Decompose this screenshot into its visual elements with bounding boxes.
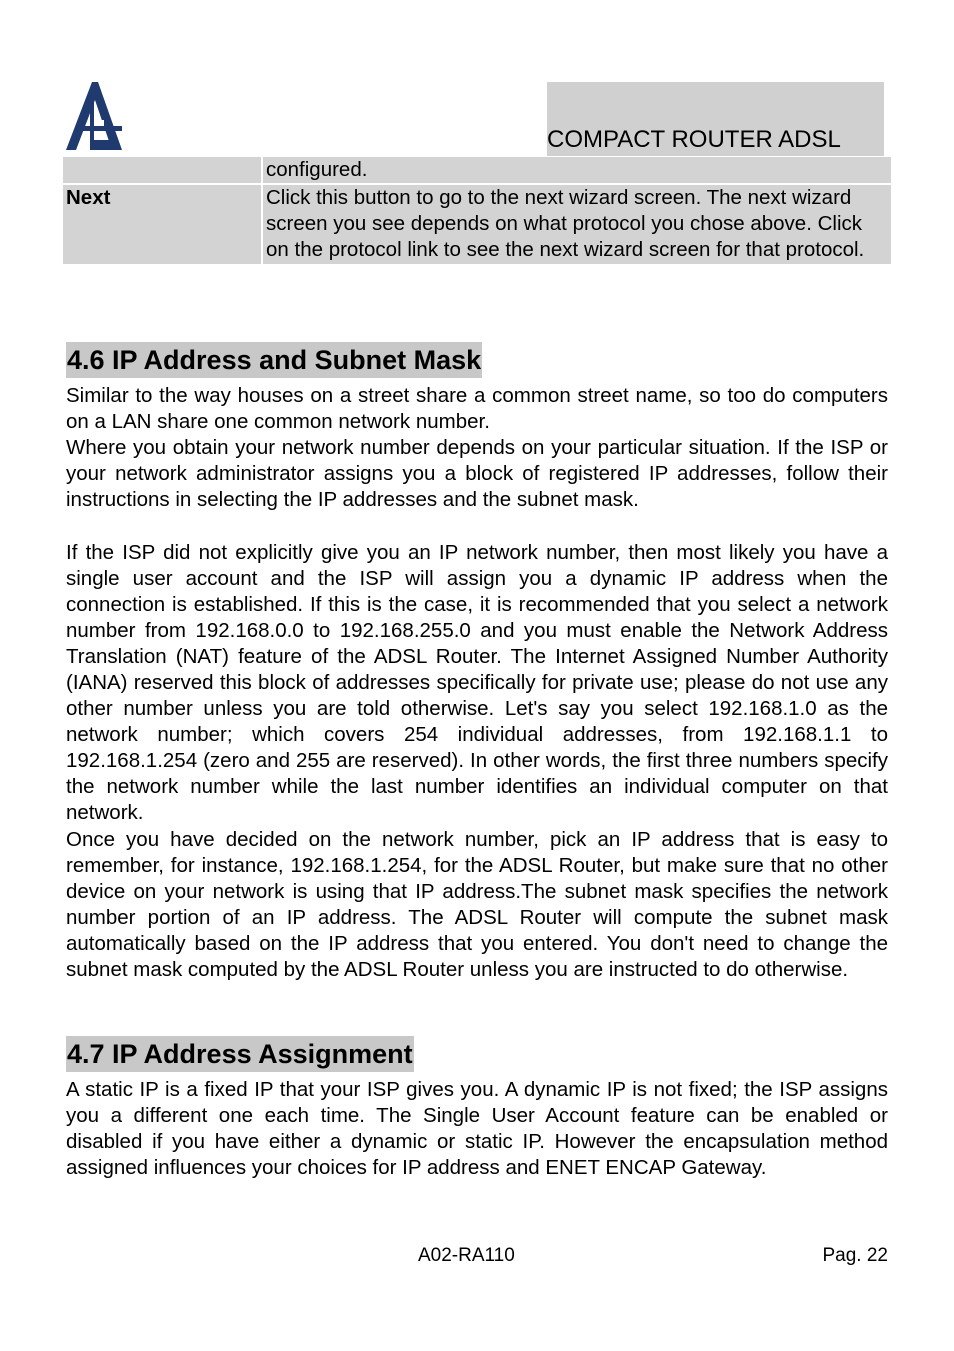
paragraph: Where you obtain your network number depends on your particular situation. If the ISP or your network administrator assigns you a block of registered IP addresses, follow their instructions in selecting the IP addresses and the subnet mask.	[66, 436, 888, 511]
section-heading-4-7: 4.7 IP Address Assignment	[66, 1036, 414, 1072]
wizard-options-table	[63, 157, 891, 264]
table-cell-label	[63, 183, 263, 264]
paragraph: A static IP is a fixed IP that your ISP gives you. A dynamic IP is not fixed; the ISP assigns you a different one each time. The Single User Account feature can be enabled or disabled if you have either a dynamic or static IP. However the encapsulation method assigned influences your choices for IP address and ENET ENCAP Gateway.	[66, 1078, 888, 1179]
table-cell-description: Click this button to go to the next wizard screen. The next wizard screen you see depends on what protocol you chose above. Click on the protocol link to see the next wizard screen for that protocol.	[263, 183, 891, 264]
table-row	[63, 183, 891, 264]
paragraph: Once you have decided on the network number, pick an IP address that is easy to remember, for instance, 192.168.1.254, for the ADSL Router, but make sure that no other device on your network is using that IP address.The subnet mask specifies the network number portion of an IP address. The ADSL Router will compute the subnet mask automatically based on the IP address that you entered. You don't need to change the subnet mask computed by the ADSL Router unless you are instructed to do otherwise.	[66, 828, 888, 981]
footer-page-number: Pag. 22	[822, 1245, 888, 1266]
table-cell-description: configured.	[263, 157, 891, 183]
footer-model-code: A02-RA110	[418, 1245, 515, 1266]
table-row	[63, 157, 891, 183]
paragraph: If the ISP did not explicitly give you an IP network number, then most likely you have a single user account and the ISP will assign you a dynamic IP address when the connection is established. If this is the case, it is recommended that you select a network number from 192.168.0.0 to 192.168.255.0 and you must enable the Network Address Translation (NAT) feature of the ADSL Router. The Internet Assigned Number Authority (IANA) reserved this block of addresses specifically for private use; please do not use any other number unless you are told otherwise. Let's say you select 192.168.1.0 as the network number; which covers 254 individual addresses, from 192.168.1.1 to 192.168.1.254 (zero and 255 are reserved). In other words, the first three numbers specify the network number while the last number identifies an individual computer on that network.	[66, 541, 888, 824]
section-heading-4-6: 4.6 IP Address and Subnet Mask	[66, 342, 482, 378]
paragraph: Similar to the way houses on a street share a common street name, so too do computers on a LAN share one common network number.	[66, 384, 888, 433]
atlantis-logo-icon	[64, 80, 126, 152]
header-title: COMPACT ROUTER ADSL	[547, 126, 841, 153]
next-label: Next	[66, 186, 111, 209]
table-cell-empty	[63, 157, 263, 183]
